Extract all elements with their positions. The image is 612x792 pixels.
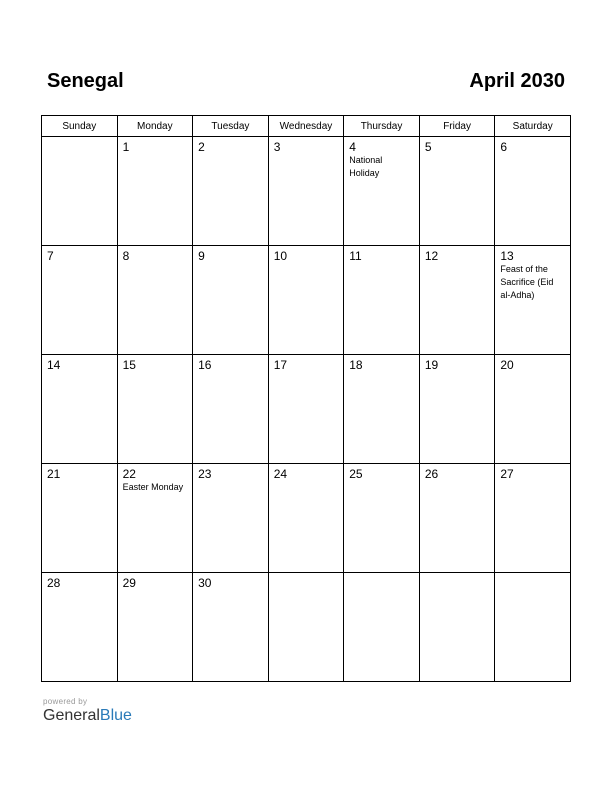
day-number: 17	[273, 358, 288, 372]
brand-footer	[43, 697, 132, 725]
weekday-sunday: Sunday	[42, 116, 118, 137]
day-cell	[193, 246, 269, 355]
day-cell	[117, 355, 193, 464]
day-cell	[495, 246, 571, 355]
week-row	[42, 246, 571, 355]
day-number: 28	[47, 576, 61, 590]
day-cell	[268, 355, 344, 464]
weekday-tuesday: Tuesday	[193, 116, 269, 137]
day-cell	[419, 573, 495, 682]
day-number: 24	[273, 467, 288, 481]
day-event: Easter Monday	[122, 482, 184, 492]
day-number: 5	[424, 140, 432, 154]
day-cell	[495, 137, 571, 246]
day-number: 9	[198, 249, 205, 263]
calendar-header	[41, 70, 571, 100]
day-number: 10	[273, 249, 288, 263]
day-number: 6	[500, 140, 508, 154]
day-number: 11	[349, 249, 362, 263]
brand-blue-text: Blue	[99, 707, 132, 724]
day-number: 16	[198, 358, 212, 372]
day-cell	[344, 137, 420, 246]
day-number: 22	[122, 467, 136, 481]
day-cell	[193, 464, 269, 573]
day-number: 13	[500, 249, 514, 263]
day-event: Feast of the Sacrifice (Eid al-Adha)	[500, 264, 554, 300]
day-number: 3	[273, 140, 281, 154]
day-cell	[42, 137, 118, 246]
day-number: 7	[47, 249, 54, 263]
day-cell	[42, 246, 118, 355]
day-cell	[193, 355, 269, 464]
day-number: 30	[198, 576, 212, 590]
powered-by-text: powered by	[43, 697, 88, 706]
day-cell	[495, 355, 571, 464]
day-cell	[42, 464, 118, 573]
day-cell	[344, 464, 420, 573]
day-cell	[344, 246, 420, 355]
day-number: 2	[198, 140, 205, 154]
day-cell	[344, 573, 420, 682]
day-cell	[117, 246, 193, 355]
day-cell	[42, 355, 118, 464]
week-row	[42, 355, 571, 464]
day-cell	[268, 137, 344, 246]
day-cell	[268, 464, 344, 573]
day-cell	[419, 355, 495, 464]
day-number: 18	[349, 358, 363, 372]
day-number: 19	[424, 358, 439, 372]
week-row	[42, 573, 571, 682]
day-number: 23	[198, 467, 212, 481]
day-cell	[117, 464, 193, 573]
day-event: National Holiday	[349, 155, 383, 178]
day-number: 8	[122, 249, 130, 263]
day-cell	[495, 573, 571, 682]
day-cell	[419, 137, 495, 246]
day-cell	[193, 573, 269, 682]
calendar-grid	[41, 115, 571, 682]
day-number: 4	[349, 140, 356, 154]
weekday-friday: Friday	[419, 116, 495, 137]
brand-logo[interactable]	[43, 707, 132, 725]
day-cell	[42, 573, 118, 682]
day-cell	[117, 137, 193, 246]
weekday-thursday: Thursday	[344, 116, 420, 137]
weekday-monday: Monday	[117, 116, 193, 137]
day-cell	[344, 355, 420, 464]
brand-general-text: General	[43, 707, 100, 724]
day-number: 29	[122, 576, 136, 590]
day-number: 1	[122, 140, 130, 154]
day-cell	[268, 573, 344, 682]
day-number: 15	[122, 358, 136, 372]
country-title: Senegal	[47, 70, 124, 92]
day-number: 25	[349, 467, 363, 481]
day-number: 14	[47, 358, 61, 372]
week-row	[42, 464, 571, 573]
day-cell	[495, 464, 571, 573]
day-number: 27	[500, 467, 514, 481]
day-number: 26	[424, 467, 439, 481]
day-number: 21	[47, 467, 61, 481]
weekday-wednesday: Wednesday	[268, 116, 344, 137]
weekday-header-row	[42, 116, 571, 137]
month-year-title: April 2030	[469, 70, 565, 92]
week-row	[42, 137, 571, 246]
day-number: 20	[500, 358, 514, 372]
day-cell	[193, 137, 269, 246]
day-cell	[117, 573, 193, 682]
day-cell	[268, 246, 344, 355]
day-cell	[419, 246, 495, 355]
day-number: 12	[424, 249, 439, 263]
weekday-saturday: Saturday	[495, 116, 571, 137]
day-cell	[419, 464, 495, 573]
